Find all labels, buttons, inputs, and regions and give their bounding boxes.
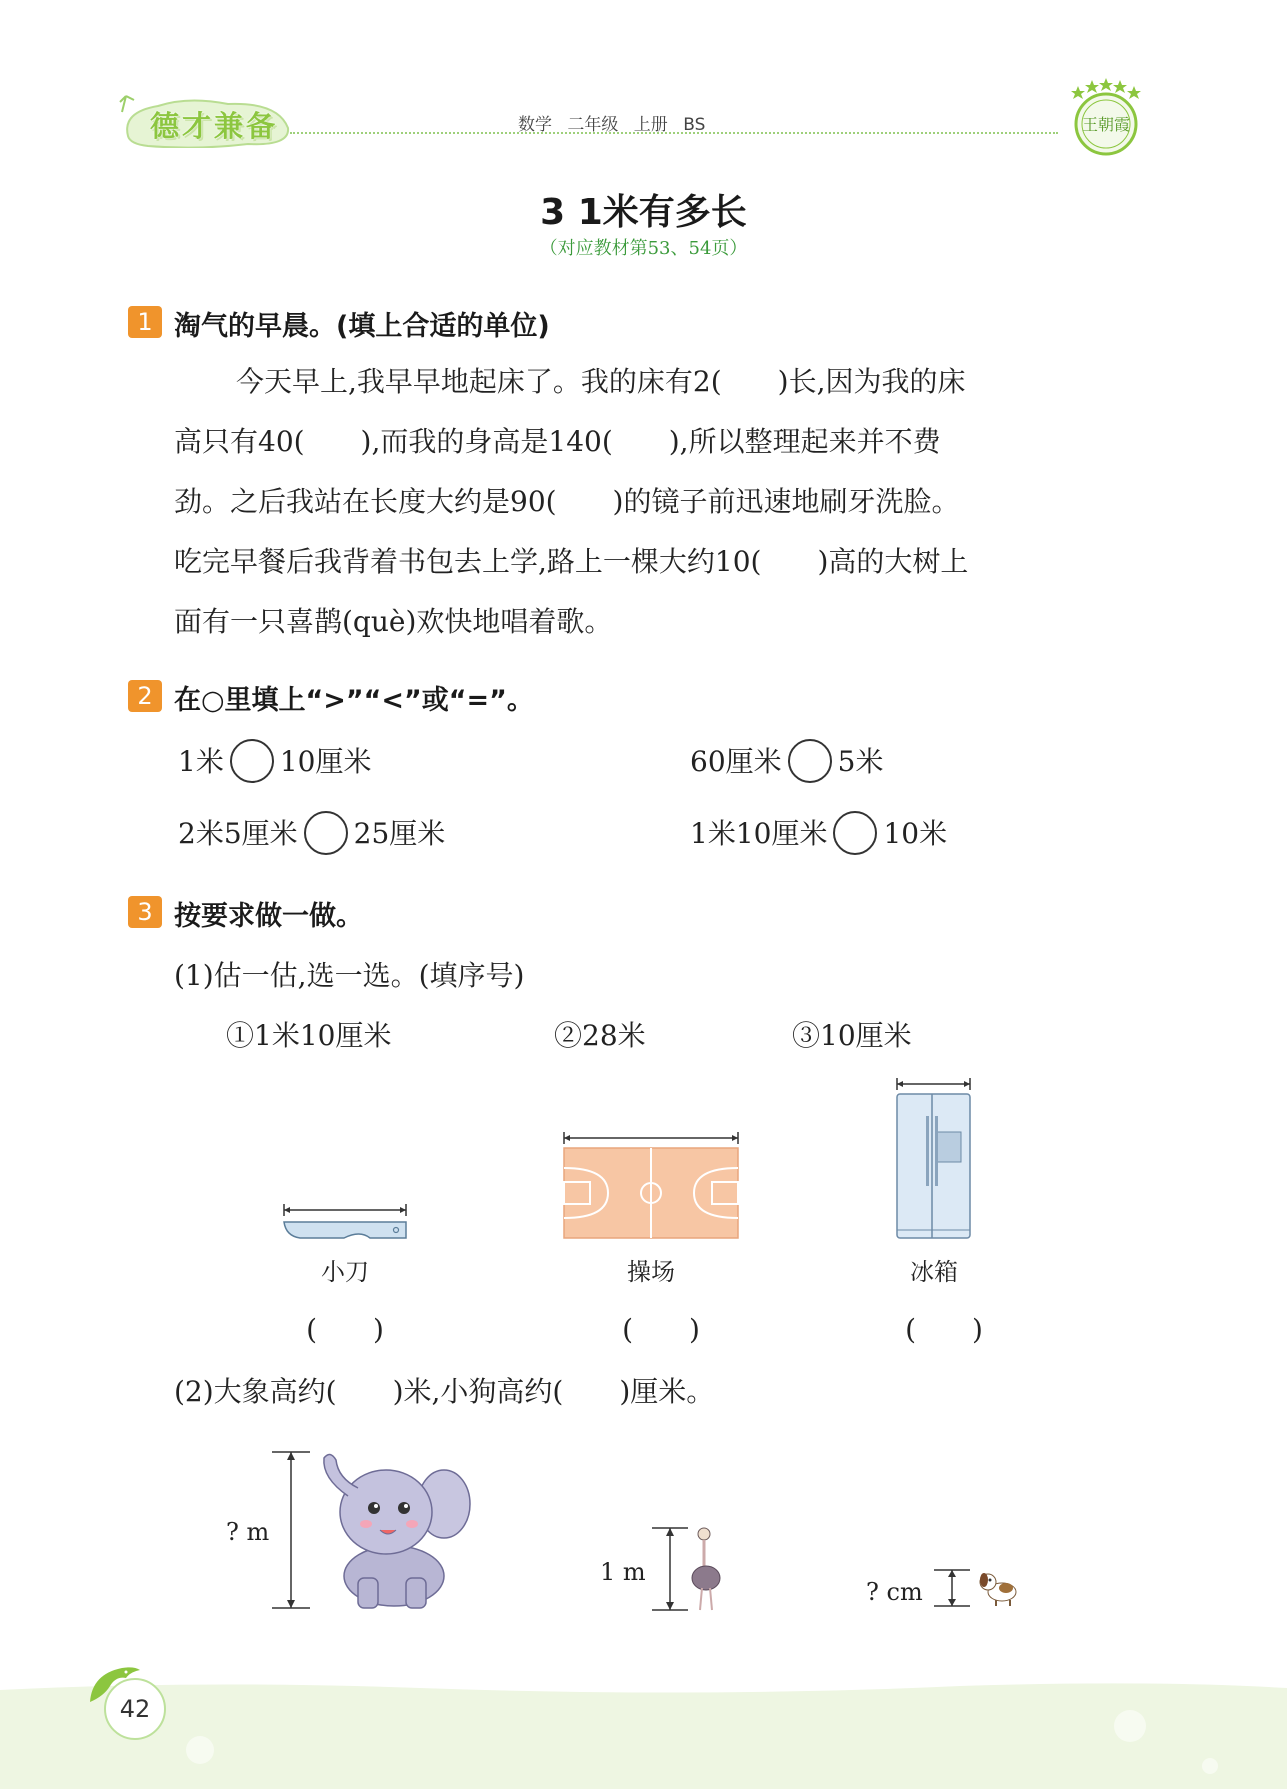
header-divider [290,132,1058,134]
object-label-playground: 操场 [627,1258,675,1286]
elephant-illustration [266,1448,476,1614]
question-1-title: 淘气的早晨。(填上合适的单位) [174,311,550,342]
compare-item [178,740,371,786]
page-number: 42 [104,1678,166,1740]
compare-right: 25厘米 [353,817,446,850]
object-label-knife: 小刀 [321,1258,369,1286]
question-2-title: 在○里填上“>”“<”或“=”。 [174,685,534,716]
question-3-number: 3 [128,896,162,928]
question-2-number: 2 [128,680,162,712]
question-1-number: 1 [128,306,162,338]
textbook-reference: （对应教材第53、54页） [539,238,748,259]
knife-illustration [282,1200,412,1244]
passage-line: 吃完早餐后我背着书包去上学,路上一棵大约10( )高的大树上 [174,545,969,578]
compare-circle[interactable] [304,811,348,855]
compare-circle[interactable] [230,739,274,783]
refrigerator-illustration [894,1076,974,1242]
lesson-title: 3 1米有多长 [540,192,747,233]
option-2: ②28米 [554,1019,646,1052]
question-3-title: 按要求做一做。 [174,901,363,932]
answer-blank[interactable]: ( ) [306,1313,384,1346]
playground-court-illustration [562,1128,740,1240]
footer-background [0,1680,1287,1789]
part-2-question: (2)大象高约( )米,小狗高约( )厘米。 [174,1375,715,1408]
answer-blank[interactable]: ( ) [905,1313,983,1346]
compare-circle[interactable] [788,739,832,783]
compare-right: 5米 [837,745,884,778]
book-info: 数学 二年级 上册 BS [518,115,706,135]
passage-line: 今天早上,我早早地起床了。我的床有2( )长,因为我的床 [236,365,966,398]
option-3: ③10厘米 [792,1019,912,1052]
ostrich-illustration [648,1524,728,1614]
passage-line: 面有一只喜鹊(què)欢快地唱着歌。 [174,605,613,638]
question-1-passage [174,352,1134,652]
compare-left: 1米 [178,745,224,778]
option-1: ①1米10厘米 [226,1019,392,1052]
elephant-height-label: ? m [226,1518,270,1546]
teacher-seal-logo [1066,76,1146,160]
object-label-fridge: 冰箱 [910,1258,958,1286]
answer-blank[interactable]: ( ) [622,1313,700,1346]
brand-name: 德才兼备 [150,109,279,143]
compare-left: 2米5厘米 [178,817,298,850]
compare-right: 10厘米 [279,745,372,778]
ostrich-height-label: 1 m [600,1558,646,1586]
compare-item [690,740,883,786]
compare-left: 60厘米 [690,745,782,778]
passage-line: 劲。之后我站在长度大约是90( )的镜子前迅速地刷牙洗脸。 [174,485,960,518]
passage-line: 高只有40( ),而我的身高是140( ),所以整理起来并不费 [174,425,941,458]
dog-height-label: ? cm [866,1578,923,1606]
compare-item [690,812,947,858]
dog-illustration [930,1566,1026,1610]
svg-text:王朝霞: 王朝霞 [1081,115,1131,134]
compare-left: 1米10厘米 [690,817,828,850]
compare-item [178,812,445,858]
compare-right: 10米 [883,817,948,850]
part-1-instruction: (1)估一估,选一选。(填序号) [174,959,525,992]
compare-circle[interactable] [833,811,877,855]
